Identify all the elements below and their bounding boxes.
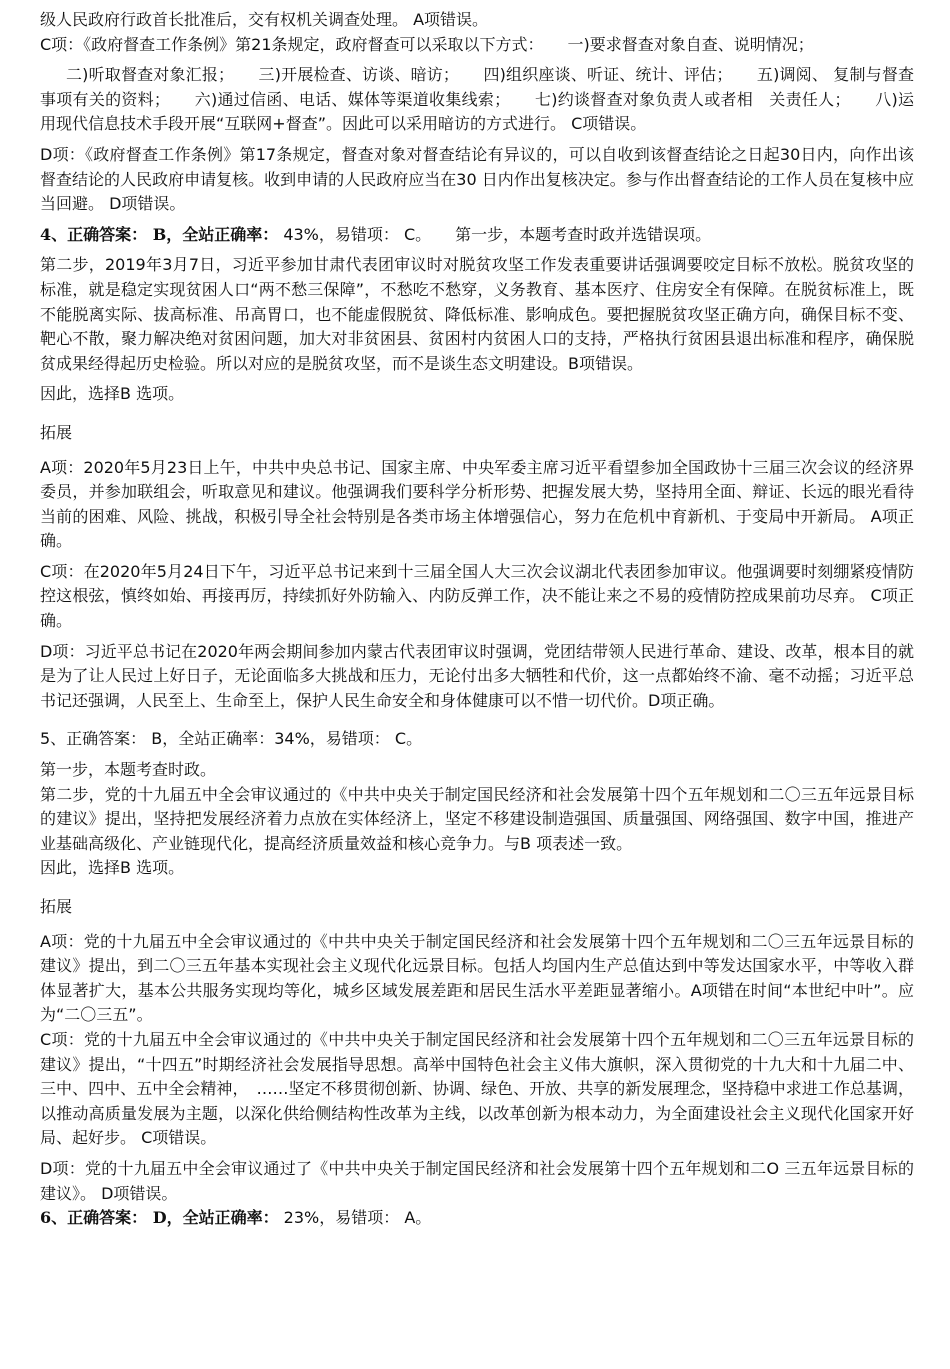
extension-heading: 拓展 (40, 897, 73, 916)
paragraph: D项：习近平总书记在2020年两会期间参加内蒙古代表团审议时强调，党团结带领人民进行革命、建设、改革，根本目的就是为了让人民过上好日子，无论面临多大挑战和压力，无论付出多大牺牲和代价，这一点都始终不渝、毫不动摇；习近平总书记还强调，人民至上、生命至上，保护人民生命安全和身体健康可以不惜一切代价。D项正确。 (40, 641, 914, 710)
paragraph: 第二步，2019年3月7日，习近平参加甘肃代表团审议时对脱贫攻坚工作发表重要讲话强调要咬定目标不放松。脱贫攻坚的标准，就是稳定实现贫困人口“两不愁三保障”，不愁吃不愁穿，义务教育、基本医疗、住房安全有保障。在脱贫标准上，既不能脱离实际、拔高标准、吊高胃口，也不能虚假脱贫、降低标准、影响成色。要把握脱贫攻坚正确方向，确保目标不变、靶心不散，聚力解决绝对贫困问题，加大对非贫困县、贫困村内贫困人口的支持，严格执行贫困县退出标准和程序，确保脱贫成果经得起历史检验。所以对应的是脱贫攻坚，而不是谈生态文明建设。B项错误。 (40, 255, 914, 373)
paragraph: D项：《政府督查工作条例》第17条规定，督查对象对督查结论有异议的，可以自收到该督查结论之日起30日内，向作出该督查结论的人民政府申请复核。收到申请的人民政府应当在30 日内作出复核决定。参与作出督查结论的工作人员在复核中应当回避。 D项错误。 (40, 144, 914, 214)
question-5-header: 5、正确答案： B，全站正确率：34%，易错项： C。 (40, 729, 423, 749)
paragraph: C项：在2020年5月24日下午，习近平总书记来到十三届全国人大三次会议湖北代表团参加审议。他强调要时刻绷紧疫情防控这根弦，慎终如始、再接再厉，持续抓好外防输入、内防反弹工作，决不能让来之不易的疫情防控成果前功尽弃。 C项正确。 (40, 561, 914, 631)
answer-label: 4、正确答案： B，全站正确率： (40, 224, 279, 244)
answer-stats: 23%，易错项： A。 (278, 1208, 432, 1228)
question-6-header (40, 1206, 914, 1231)
paragraph: A项：2020年5月23日上午，中共中央总书记、国家主席、中央军委主席习近平看望参加全国政协十三届三次会议的经济界委员，并参加联组会，听取意见和建议。他强调我们要科学分析形势、把握发展大势，坚持用全面、辩证、长远的眼光看待当前的困难、风险、挑战，积极引导全社会特别是各类市场主体增强信心，努力在危机中育新机、于变局中开新局。 A项正确。 (40, 457, 914, 551)
paragraph: 二)听取督查对象汇报； 三)开展检查、访谈、暗访； 四)组织座谈、听证、统计、评估； 五)调阅、 复制与督查事项有关的资料； 六)通过信函、电话、媒体等渠道收集线索； 七)约谈督查对象负责人或者相 关责任人； 八)运用现代信息技术手段开展“互联网+督查”。因此可以采用暗访的方式进行。 C项错误。 (40, 65, 914, 134)
paragraph: 第二步，党的十九届五中全会审议通过的《中共中央关于制定国民经济和社会发展第十四个五年规划和二〇三五年远景目标的建议》提出，坚持把发展经济着力点放在实体经济上，坚定不移建设制造强国、质量强国、网络强国、数字中国，推进产业基础高级化、产业链现代化，提高经济质量效益和核心竞争力。与B 项表述一致。 (40, 784, 914, 853)
paragraph: C项：《政府督查工作条例》第21条规定，政府督查可以采取以下方式： 一)要求督查对象自查、说明情况； (40, 34, 814, 54)
paragraph: D项：党的十九届五中全会审议通过了《中共中央关于制定国民经济和社会发展第十四个五年规划和二O 三五年远景目标的建议》。 D项错误。 (40, 1158, 914, 1203)
paragraph: C项：党的十九届五中全会审议通过的《中共中央关于制定国民经济和社会发展第十四个五年规划和二〇三五年远景目标的建议》提出，“十四五”时期经济社会发展指导思想。高举中国特色社会主义伟大旗帜，深入贯彻党的十九大和十九届二中、三中、四中、五中全会精神， ……坚定不移贯彻创新、协调、绿色、开放、共享的新发展理念，坚持稳中求进工作总基调，以推动高质量发展为主题，以深化供给侧结构性改革为主线，以改革创新为根本动力，为全面建设社会主义现代化国家开好局、起好步。 C项错误。 (40, 1029, 914, 1148)
answer-stats: 43%，易错项： C。 第一步，本题考查时政并选错误项。 (278, 224, 712, 244)
paragraph: 级人民政府行政首长批准后，交有权机关调查处理。 A项错误。 (40, 10, 489, 29)
answer-label: 6、正确答案： D，全站正确率： (40, 1208, 279, 1228)
question-4-header (40, 223, 914, 248)
paragraph: 第一步，本题考查时政。 (40, 760, 217, 780)
paragraph: 因此，选择B 选项。 (40, 384, 185, 404)
paragraph: 因此，选择B 选项。 (40, 858, 185, 878)
paragraph: A项：党的十九届五中全会审议通过的《中共中央关于制定国民经济和社会发展第十四个五年规划和二〇三五年远景目标的建议》提出，到二〇三五年基本实现社会主义现代化远景目标。包括人均国内生产总值达到中等发达国家水平，中等收入群体显著扩大，基本公共服务实现均等化，城乡区域发展差距和居民生活水平差距显著缩小。A项错在时间“本世纪中叶”。应为“二〇三五”。 (40, 931, 914, 1025)
extension-heading: 拓展 (40, 422, 73, 442)
